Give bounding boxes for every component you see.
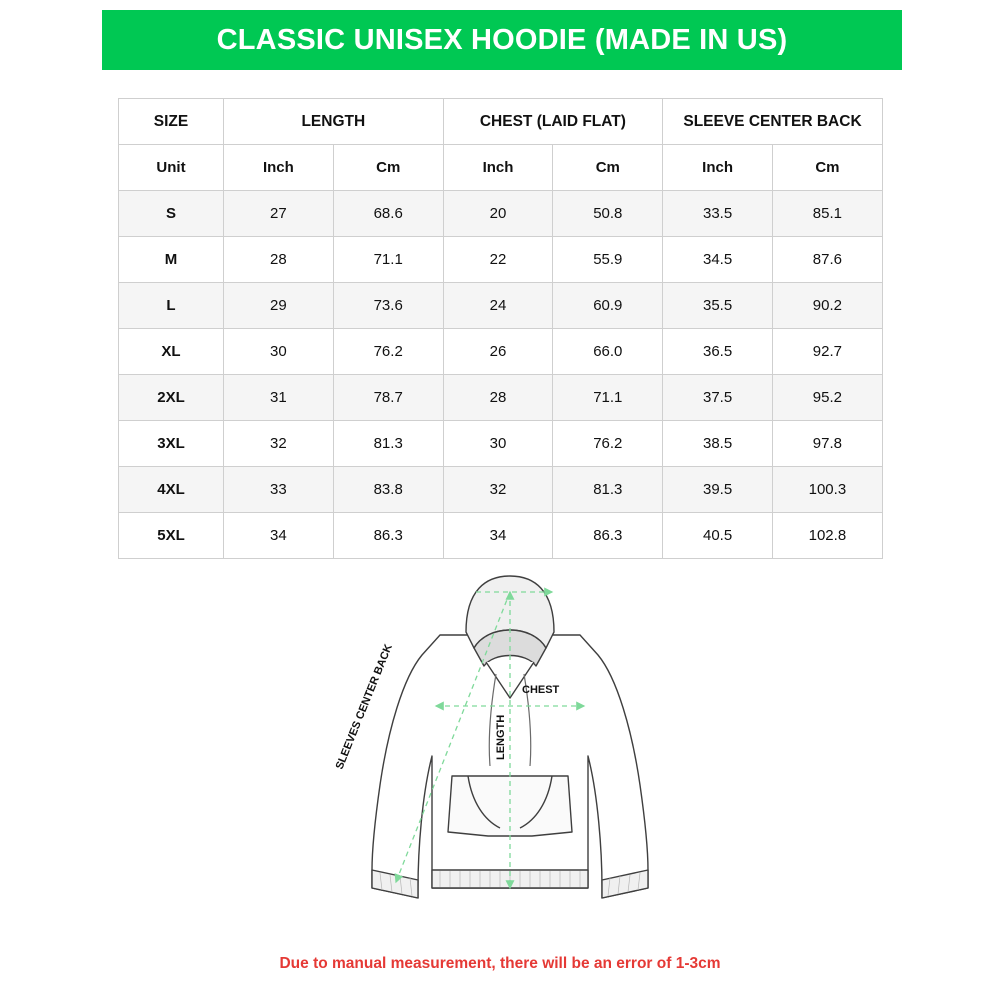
row-sleeve-inch: 35.5 (663, 283, 773, 329)
row-length-cm: 81.3 (333, 421, 443, 467)
col-header-chest: CHEST (LAID FLAT) (443, 99, 663, 145)
table-group-header-row (119, 99, 883, 145)
row-sleeve-inch: 37.5 (663, 375, 773, 421)
row-sleeve-inch: 39.5 (663, 467, 773, 513)
table-head (119, 99, 883, 145)
row-sleeve-cm: 87.6 (773, 237, 883, 283)
row-sleeve-cm: 92.7 (773, 329, 883, 375)
table-row (119, 375, 883, 421)
row-length-cm: 71.1 (333, 237, 443, 283)
row-chest-cm: 71.1 (553, 375, 663, 421)
row-chest-cm: 55.9 (553, 237, 663, 283)
row-length-inch: 34 (224, 513, 334, 559)
row-size: M (119, 237, 224, 283)
table-row (119, 421, 883, 467)
length-label: LENGTH (495, 714, 507, 760)
row-size: L (119, 283, 224, 329)
row-chest-inch: 22 (443, 237, 553, 283)
row-size: 2XL (119, 375, 224, 421)
chest-label: CHEST (522, 684, 560, 696)
row-sleeve-inch: 33.5 (663, 191, 773, 237)
size-chart-table-container (118, 98, 882, 559)
table-row (119, 467, 883, 513)
row-length-inch: 28 (224, 237, 334, 283)
row-chest-cm: 50.8 (553, 191, 663, 237)
page-title: CLASSIC UNISEX HOODIE (MADE IN US) (216, 23, 788, 56)
row-length-cm: 86.3 (333, 513, 443, 559)
row-sleeve-cm: 100.3 (773, 467, 883, 513)
col-header-size: SIZE (119, 99, 224, 145)
table-row (119, 191, 883, 237)
unit-chest-cm: Cm (553, 145, 663, 191)
unit-length-inch: Inch (224, 145, 334, 191)
row-sleeve-cm: 102.8 (773, 513, 883, 559)
row-sleeve-inch: 36.5 (663, 329, 773, 375)
row-chest-inch: 28 (443, 375, 553, 421)
unit-chest-inch: Inch (443, 145, 553, 191)
row-length-cm: 68.6 (333, 191, 443, 237)
row-length-cm: 73.6 (333, 283, 443, 329)
row-chest-inch: 32 (443, 467, 553, 513)
measurement-disclaimer: Due to manual measurement, there will be an error of 1-3cm (279, 955, 721, 972)
row-length-cm: 83.8 (333, 467, 443, 513)
row-chest-inch: 20 (443, 191, 553, 237)
size-chart-table (118, 98, 883, 559)
col-header-length: LENGTH (224, 99, 444, 145)
row-sleeve-inch: 34.5 (663, 237, 773, 283)
row-chest-inch: 30 (443, 421, 553, 467)
row-chest-cm: 66.0 (553, 329, 663, 375)
table-unit-row (119, 145, 883, 191)
unit-sleeve-inch: Inch (663, 145, 773, 191)
row-length-inch: 31 (224, 375, 334, 421)
table-row (119, 329, 883, 375)
row-length-inch: 27 (224, 191, 334, 237)
row-chest-cm: 76.2 (553, 421, 663, 467)
row-chest-cm: 60.9 (553, 283, 663, 329)
table-row (119, 513, 883, 559)
header-banner (102, 10, 902, 70)
row-length-cm: 78.7 (333, 375, 443, 421)
row-size: 3XL (119, 421, 224, 467)
row-length-inch: 33 (224, 467, 334, 513)
col-header-sleeve: SLEEVE CENTER BACK (663, 99, 883, 145)
row-size: 5XL (119, 513, 224, 559)
sleeves-center-back-label: SLEEVES CENTER BACK (333, 642, 395, 772)
hoodie-measurement-diagram (300, 570, 720, 920)
row-length-inch: 29 (224, 283, 334, 329)
table-row (119, 237, 883, 283)
unit-label: Unit (119, 145, 224, 191)
row-chest-cm: 86.3 (553, 513, 663, 559)
unit-length-cm: Cm (333, 145, 443, 191)
row-length-cm: 76.2 (333, 329, 443, 375)
row-sleeve-inch: 40.5 (663, 513, 773, 559)
table-row (119, 283, 883, 329)
row-sleeve-cm: 85.1 (773, 191, 883, 237)
row-size: S (119, 191, 224, 237)
row-sleeve-cm: 90.2 (773, 283, 883, 329)
row-size: XL (119, 329, 224, 375)
row-chest-inch: 26 (443, 329, 553, 375)
row-chest-inch: 24 (443, 283, 553, 329)
row-sleeve-cm: 95.2 (773, 375, 883, 421)
row-chest-cm: 81.3 (553, 467, 663, 513)
table-body (119, 145, 883, 559)
row-sleeve-cm: 97.8 (773, 421, 883, 467)
row-chest-inch: 34 (443, 513, 553, 559)
row-size: 4XL (119, 467, 224, 513)
row-sleeve-inch: 38.5 (663, 421, 773, 467)
row-length-inch: 30 (224, 329, 334, 375)
row-length-inch: 32 (224, 421, 334, 467)
unit-sleeve-cm: Cm (773, 145, 883, 191)
